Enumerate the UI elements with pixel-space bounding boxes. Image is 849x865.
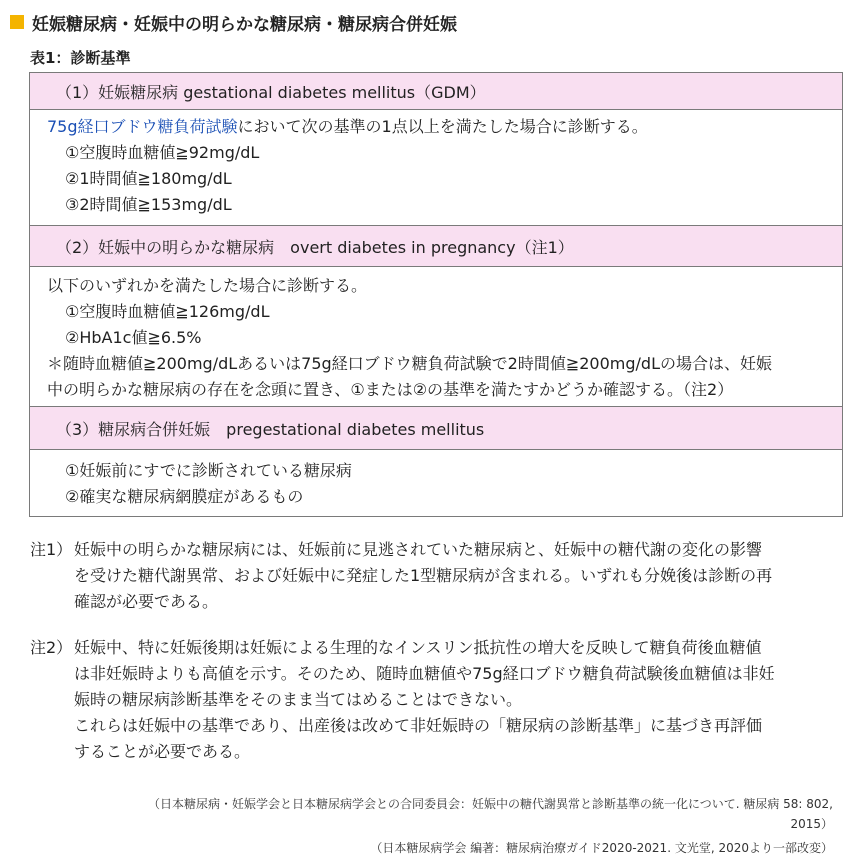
overt-item-1: ①空腹時血糖値≧126mg/dL (65, 302, 270, 321)
gdm-intro-rest: において次の基準の1点以上を満たした場合に診断する。 (237, 117, 648, 136)
note-2-line: は非妊娠時よりも高値を示す。そのため、随時血糖値や75g経口ブドウ糖負荷試験後血糖値は非妊 (74, 664, 775, 683)
criteria-table (29, 72, 843, 517)
heading-marker-icon (10, 15, 24, 29)
gdm-header: （1）妊娠糖尿病 gestational diabetes mellitus（GDM） (30, 73, 842, 110)
overt-body (30, 267, 842, 407)
note-2-line: これらは妊娠中の基準であり、出産後は改めて非妊娠時の「糖尿病の診断基準」に基づき再評価 (74, 716, 763, 735)
gdm-item-1: ①空腹時血糖値≧92mg/dL (65, 143, 260, 162)
ogtt-link[interactable]: 75g経口ブドウ糖負荷試験 (47, 117, 238, 136)
note-1-line: 妊娠中の明らかな糖尿病には、妊娠前に見逃されていた糖尿病と、妊娠中の糖代謝の変化の影響 (74, 540, 763, 559)
overt-note-line-1: ＊随時血糖値≧200mg/dLあるいは75g経口ブドウ糖負荷試験で2時間値≧200mg/dLの場合は、妊娠 (47, 354, 772, 373)
note-1-label: 注1） (30, 540, 73, 559)
reference-2-line: （日本糖尿病学会 編著：糖尿病治療ガイド2020-2021. 文光堂, 2020より一部改変） (370, 841, 833, 855)
table-title: 表1：診断基準 (30, 49, 131, 67)
reference-1 (148, 794, 833, 834)
note-2-line: 娠時の糖尿病診断基準をそのまま当てはめることはできない。 (74, 690, 523, 709)
note-2-line: 妊娠中、特に妊娠後期は妊娠による生理的なインスリン抵抗性の増大を反映して糖負荷後血糖値 (74, 638, 762, 657)
note-1-line: を受けた糖代謝異常、および妊娠中に発症した1型糖尿病が含まれる。いずれも分娩後は診断の再 (74, 566, 773, 585)
note-2-line: することが必要である。 (74, 742, 251, 761)
gdm-item-2: ②1時間値≧180mg/dL (65, 169, 232, 188)
overt-intro: 以下のいずれかを満たした場合に診断する。 (47, 276, 368, 295)
gdm-body (30, 110, 842, 226)
gdm-item-3: ③2時間値≧153mg/dL (65, 195, 232, 214)
note-1 (0, 537, 849, 615)
overt-header: （2）妊娠中の明らかな糖尿病 overt diabetes in pregnancy（注1） (30, 226, 842, 267)
pregestational-header: （3）糖尿病合併妊娠 pregestational diabetes mellitus (30, 407, 842, 450)
overt-note-line-2: 中の明らかな糖尿病の存在を念頭に置き、①または②の基準を満たすかどうか確認する。（注2） (47, 380, 734, 399)
pregestational-body (30, 450, 842, 516)
overt-item-2: ②HbA1c値≧6.5% (65, 328, 202, 347)
gdm-intro (30, 114, 842, 140)
note-2-label: 注2） (30, 638, 73, 657)
pregestational-item-1: ①妊娠前にすでに診断されている糖尿病 (65, 461, 352, 480)
section-heading (10, 8, 457, 36)
heading-text: 妊娠糖尿病・妊娠中の明らかな糖尿病・糖尿病合併妊娠 (32, 14, 457, 35)
reference-1-line: 2015） (790, 817, 833, 831)
note-2 (0, 635, 849, 765)
reference-1-line: （日本糖尿病・妊娠学会と日本糖尿病学会との合同委員会：妊娠中の糖代謝異常と診断基準の統一化について. 糖尿病 58: 802, (147, 797, 833, 811)
note-1-line: 確認が必要である。 (74, 592, 219, 611)
pregestational-item-2: ②確実な糖尿病網膜症があるもの (65, 487, 304, 506)
reference-2 (370, 838, 833, 858)
